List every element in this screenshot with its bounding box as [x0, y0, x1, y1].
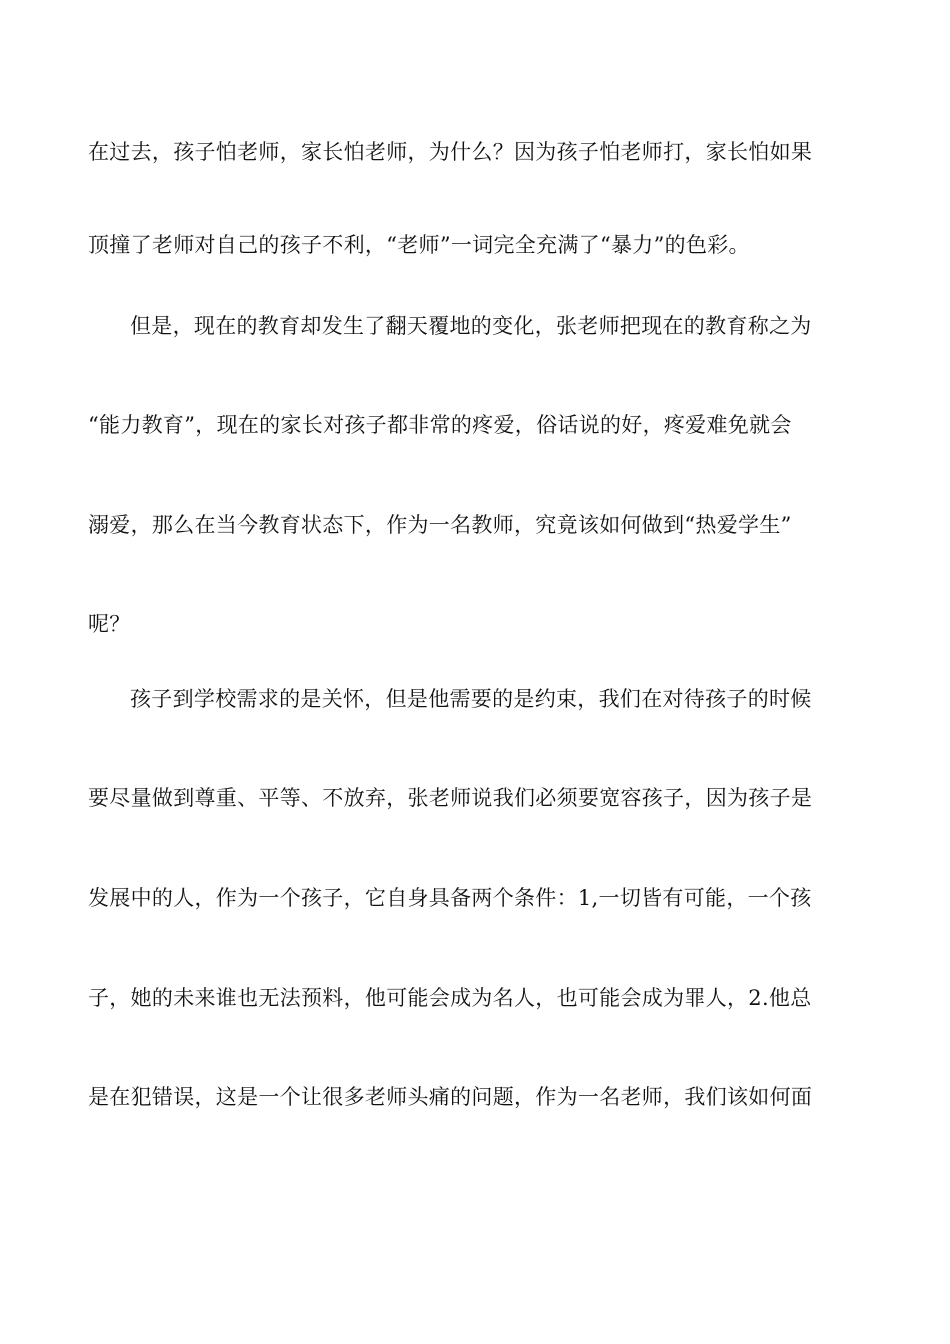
paragraph-1-line-2: 顶撞了老师对自己的孩子不利，“老师”一词完全充满了“暴力”的色彩。 — [88, 233, 750, 257]
paragraph-2-line-3: 溺爱，那么在当今教育状态下，作为一名教师，究竟该如何做到“热爱学生” — [88, 513, 792, 537]
paragraph-3-line-5: 是在犯错误，这是一个让很多老师头痛的问题，作为一名老师，我们该如何面 — [88, 1085, 813, 1109]
paragraph-1-line-1: 在过去，孩子怕老师，家长怕老师，为什么？因为孩子怕老师打，家长怕如果 — [88, 140, 813, 164]
paragraph-2-line-2: “能力教育”，现在的家长对孩子都非常的疼爱，俗话说的好，疼爱难免就会 — [88, 413, 792, 437]
paragraph-2-line-1: 但是，现在的教育却发生了翻天覆地的变化，张老师把现在的教育称之为 — [130, 314, 812, 338]
paragraph-3-line-3: 发展中的人，作为一个孩子，它自身具备两个条件：1,一切皆有可能，一个孩 — [88, 886, 812, 910]
paragraph-2-line-4: 呢？ — [88, 612, 131, 636]
paragraph-3-line-2: 要尽量做到尊重、平等、不放弃，张老师说我们必须要宽容孩子，因为孩子是 — [88, 786, 813, 810]
paragraph-3-line-1: 孩子到学校需求的是关怀，但是他需要的是约束，我们在对待孩子的时候 — [130, 687, 812, 711]
paragraph-3-line-4: 子，她的未来谁也无法预料，他可能会成为名人，也可能会成为罪人，2.他总 — [88, 986, 812, 1010]
